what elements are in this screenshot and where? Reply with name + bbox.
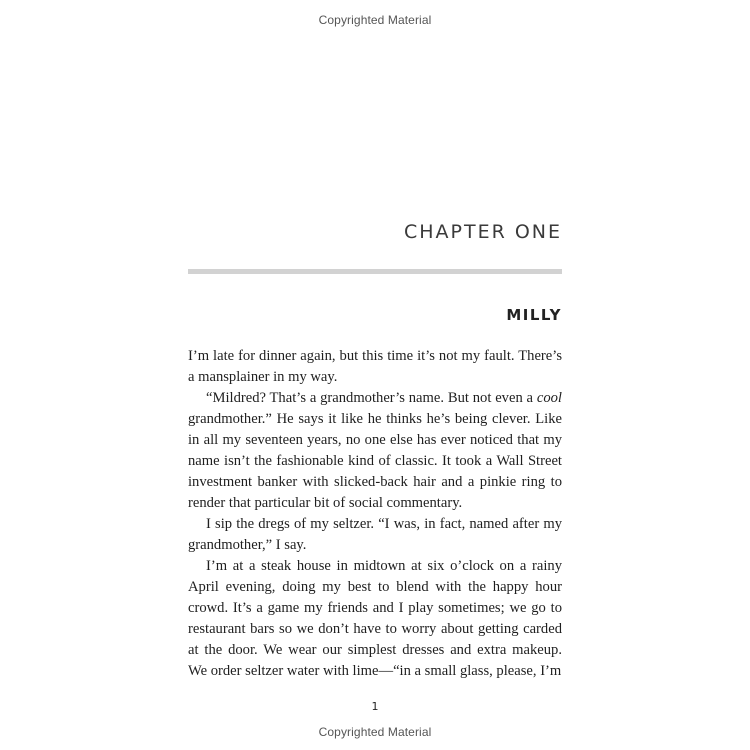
chapter-title: CHAPTER ONE xyxy=(403,221,562,243)
paragraph-4: I’m at a steak house in midtown at six o’clock on a rainy April evening, doing my best to blend with the happy hour crowd. It’s a game my friends and I play sometimes; we go to restaurant bars so we don’t have to worry about getting carded at the door. We wear our simplest dresses and extra makeup. We order seltzer water with lime—“in a small glass, please, I’m xyxy=(188,558,562,679)
emphasis-cool: cool xyxy=(536,390,562,406)
paragraph-3: I sip the dregs of my seltzer. “I was, in fact, named after my grandmother,” I say. xyxy=(188,516,562,553)
copyright-watermark-bottom: Copyrighted Material xyxy=(318,725,432,739)
chapter-divider xyxy=(188,269,562,274)
paragraph-1: I’m late for dinner again, but this time it’s not my fault. There’s a mansplainer in my way. xyxy=(188,348,562,385)
copyright-watermark-top: Copyrighted Material xyxy=(318,13,432,27)
chapter-body xyxy=(188,346,562,682)
page-number: 1 xyxy=(371,700,379,713)
paragraph-2: “Mildred? That’s a grandmother’s name. But not even a cool grandmother.” He says it like he thinks he’s being clever. Like in all my seventeen years, no one else has ever noticed that my name isn’t the fashionable kind of classic. It took a Wall Street investment banker with slicked-back hair and a pinkie ring to render that particular bit of social commentary. xyxy=(188,390,562,511)
narrator-name: MILLY xyxy=(506,306,562,324)
